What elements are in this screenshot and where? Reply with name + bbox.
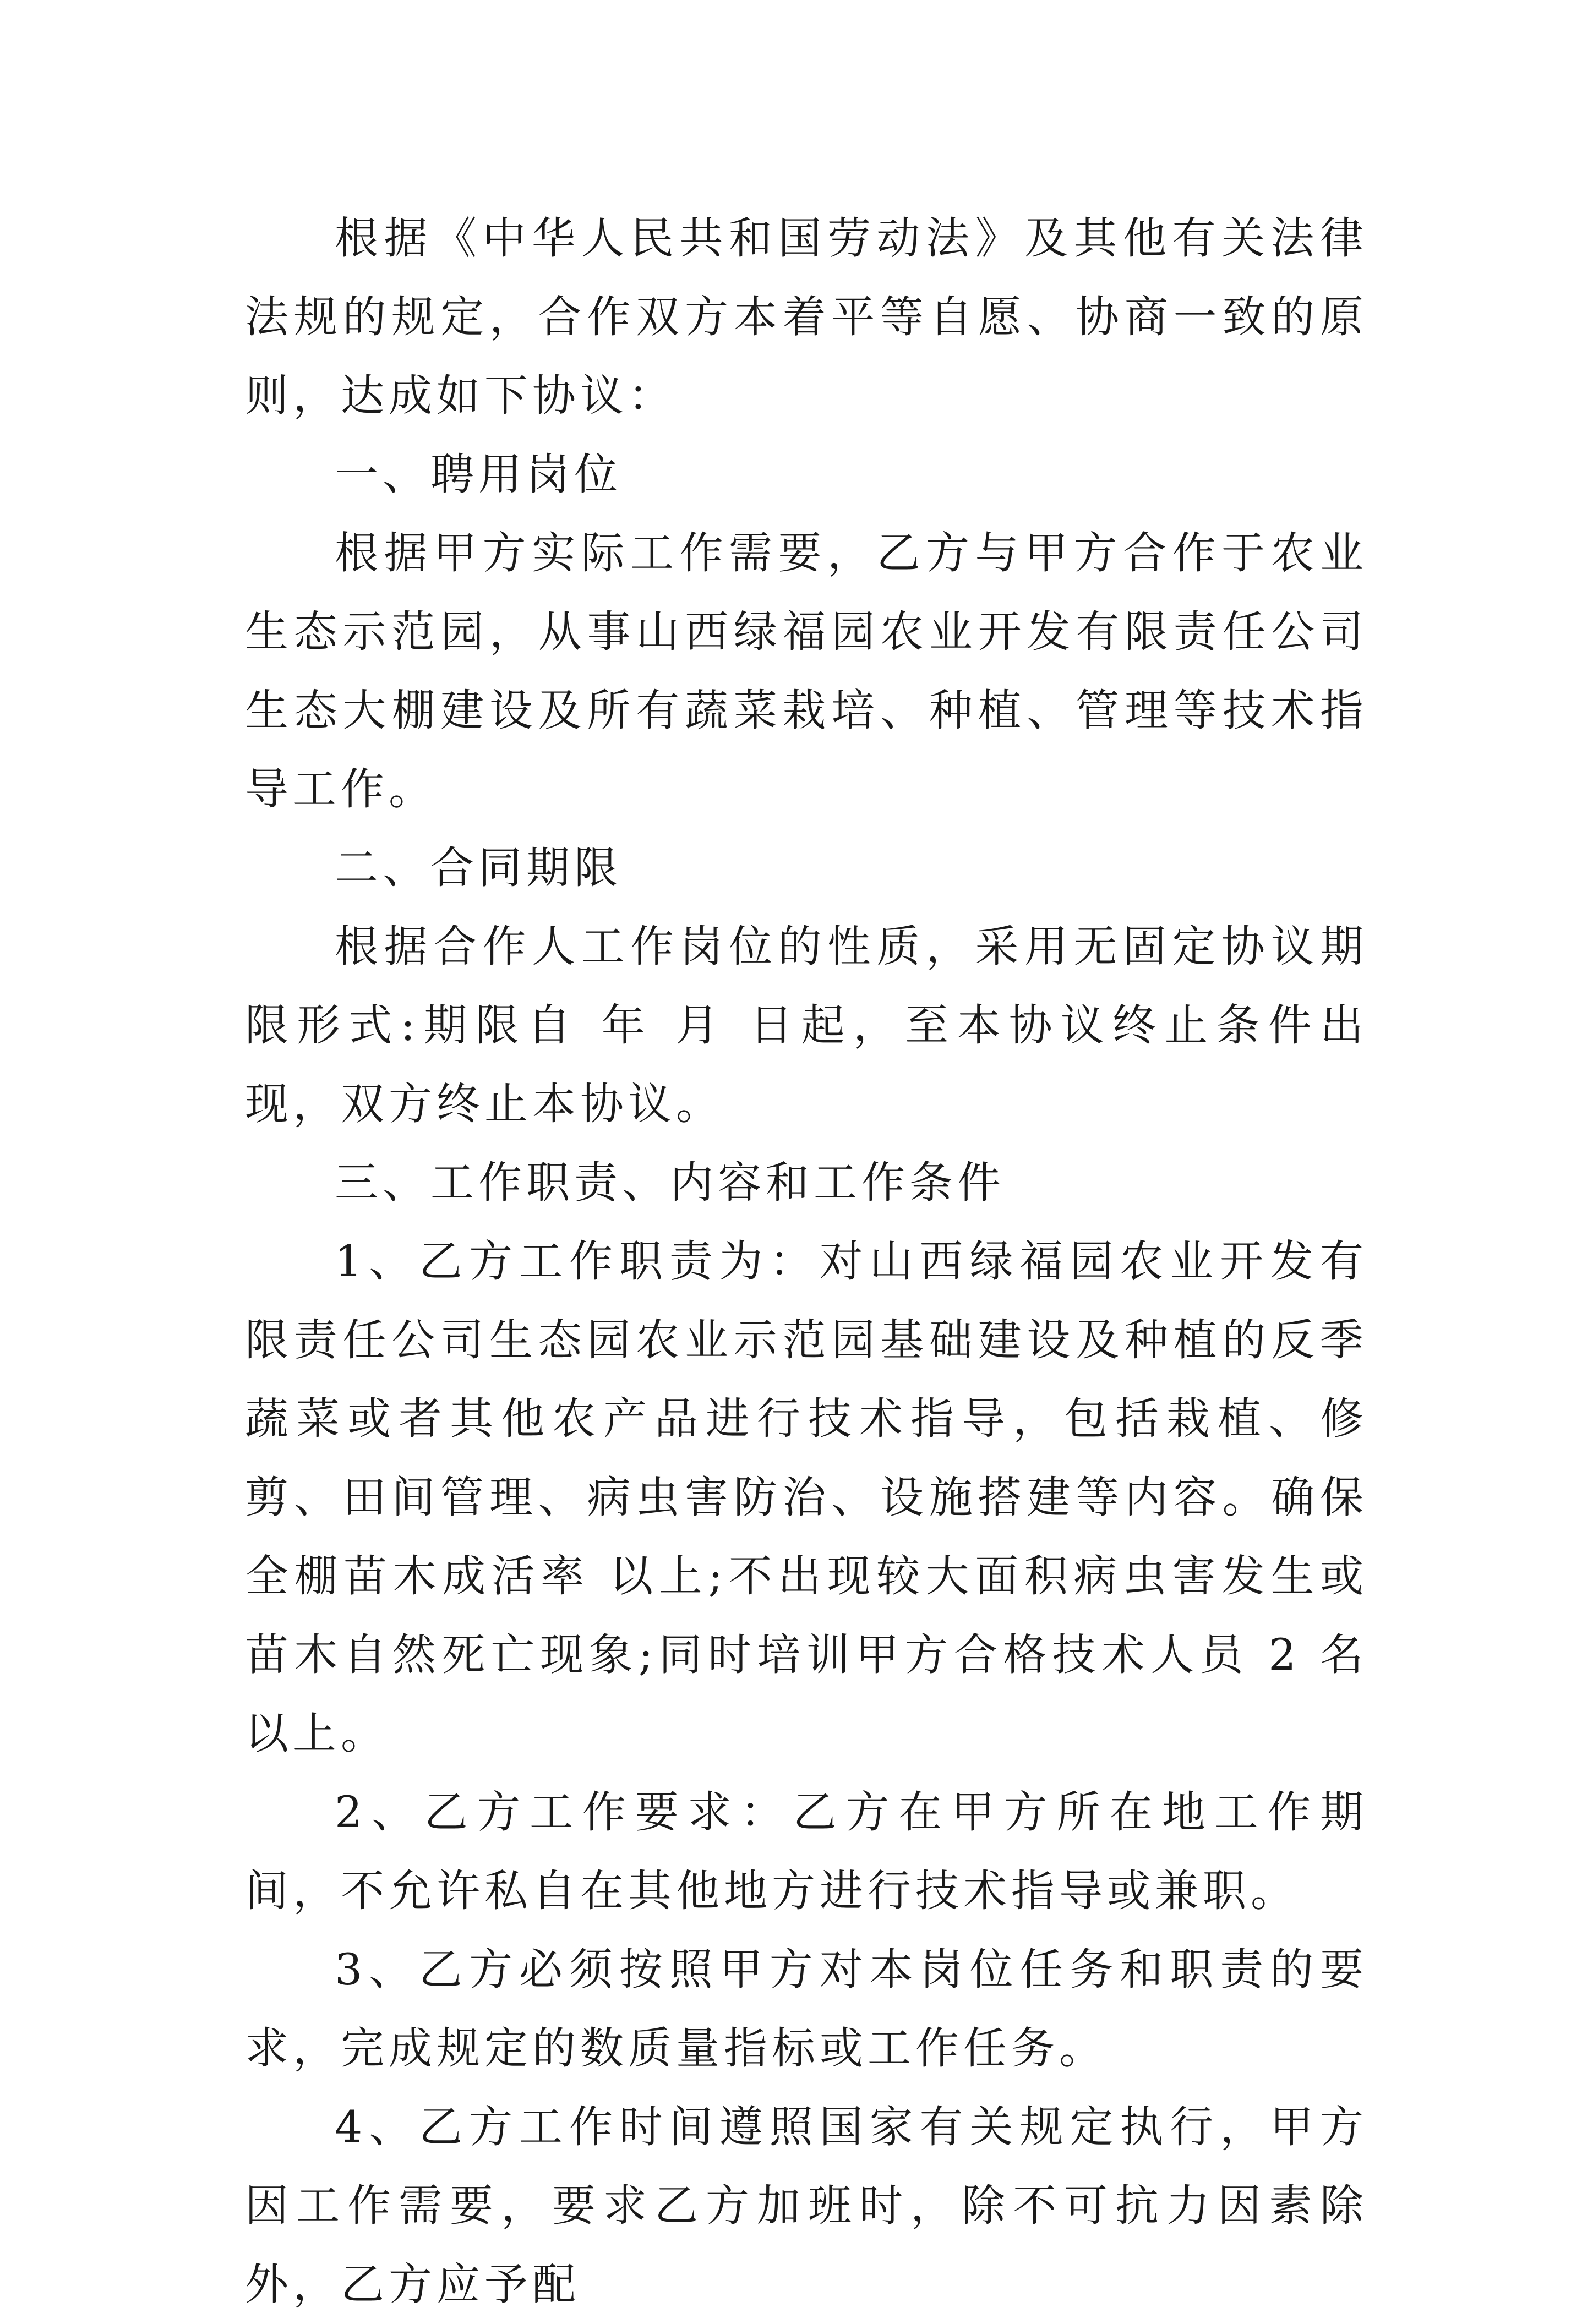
paragraph-preamble: 根据《中华人民共和国劳动法》及其他有关法律法规的规定，合作双方本着平等自愿、协商一致的原则，达成如下协议： <box>245 213 1368 421</box>
clause-1: 1、乙方工作职责为：对山西绿福园农业开发有限责任公司生态园农业示范园基础建设及种植的反季蔬菜或者其他农产品进行技术指导，包括栽植、修剪、田间管理、病虫害防治、设施搭建等内容。确保全棚苗木成活率 以上;不出现较大面积病虫害发生或苗木自然死亡现象;同时培训甲方合格技术人员 2 名以上。 <box>245 1236 1368 1759</box>
section-heading-term: 二、合同期限 <box>335 843 622 893</box>
section-heading-duties: 三、工作职责、内容和工作条件 <box>335 1157 1005 1208</box>
clause-3: 3、乙方必须按照甲方对本岗位任务和职责的要求，完成规定的数质量指标或工作任务。 <box>245 1944 1368 2074</box>
document-body <box>245 199 1368 2324</box>
clause-2: 2、乙方工作要求：乙方在甲方所在地工作期间，不允许私自在其他地方进行技术指导或兼职。 <box>245 1787 1368 1916</box>
paragraph-position: 根据甲方实际工作需要，乙方与甲方合作于农业生态示范园，从事山西绿福园农业开发有限责任公司生态大棚建设及所有蔬菜栽培、种植、管理等技术指导工作。 <box>245 528 1368 814</box>
paragraph-term: 根据合作人工作岗位的性质，采用无固定协议期限形式:期限自 年 月 日起，至本协议终止条件出现，双方终止本协议。 <box>245 921 1368 1129</box>
clause-4: 4、乙方工作时间遵照国家有关规定执行，甲方因工作需要，要求乙方加班时，除不可抗力因素除外，乙方应予配 <box>245 2102 1368 2310</box>
section-heading-position: 一、聘用岗位 <box>335 449 622 500</box>
